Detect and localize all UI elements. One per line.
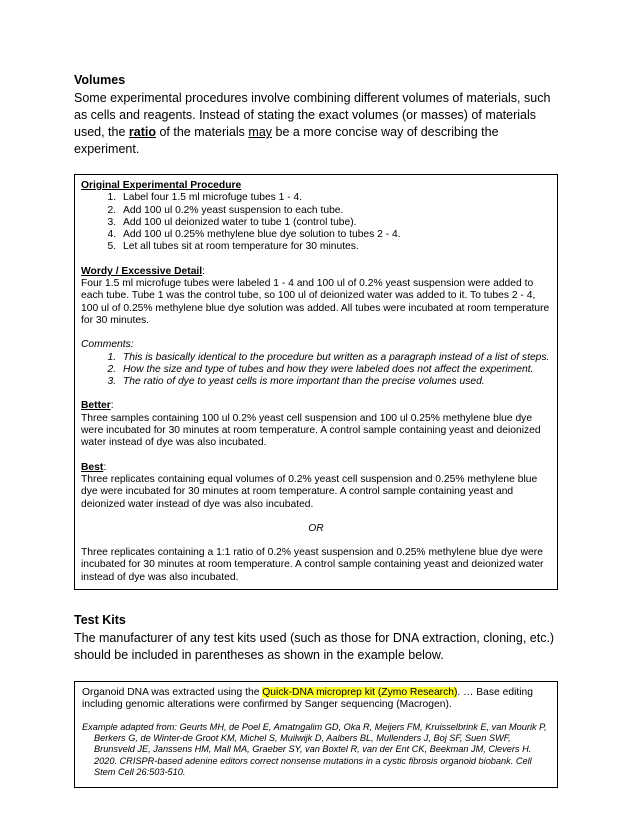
- list-item: 4. Add 100 ul 0.25% methylene blue dye solution to tubes 2 - 4.: [119, 229, 551, 241]
- volumes-intro-part-1: Some experimental procedures involve combining different volumes of materials, such as cells and reagents. Instead of stating the exact volumes (or masses) of materials used, the: [74, 91, 551, 139]
- list-item: 3. Add 100 ul deionized water to tube 1 (control tube).: [119, 217, 551, 229]
- wordy-heading-line: [81, 266, 551, 278]
- list-item: 1. Label four 1.5 ml microfuge tubes 1 - 4.: [119, 192, 551, 204]
- wordy-text: Four 1.5 ml microfuge tubes were labeled 1 - 4 and 100 ul of 0.2% yeast suspension were added to each tube. Tube 1 was the control tube, so 100 ul of deionized water was added to it. To tubes 2 - 4, 100 ul of 0.25% methylene blue dye solution was added. All tubes were incubated at room temperature for 30 minutes.: [81, 278, 550, 326]
- original-steps-list: [81, 192, 551, 253]
- best-text-1: Three replicates containing equal volumes of 0.2% yeast cell suspension and 0.25% methylene blue dye were incubated for 30 minutes at room temperature. A control sample containing yeast and deionized water instead of dye was also incubated.: [81, 473, 538, 510]
- may-word: may: [248, 125, 273, 139]
- document-page: [74, 72, 558, 788]
- highlighted-kit-name: Quick-DNA microprep kit (Zymo Research): [262, 687, 458, 699]
- list-item: 3. The ratio of dye to yeast cells is more important than the precise volumes used.: [119, 376, 551, 388]
- list-item: 1. This is basically identical to the procedure but written as a paragraph instead of a list of steps.: [119, 352, 551, 364]
- list-item: 5. Let all tubes sit at room temperature for 30 minutes.: [119, 241, 551, 253]
- comments-heading: Comments:: [81, 339, 134, 351]
- original-procedure-heading: Original Experimental Procedure: [81, 180, 242, 191]
- best-colon: :: [103, 461, 107, 473]
- better-heading-line: [81, 400, 551, 412]
- best-text-2: Three replicates containing a 1:1 ratio of 0.2% yeast suspension and 0.25% methylene blue dye were incubated for 30 minutes at room temperature. A control sample containing yeast and deionized water instead of dye was also incubated.: [81, 547, 544, 583]
- best-heading: Best: [81, 461, 104, 473]
- better-heading: Better: [81, 400, 111, 412]
- wordy-heading: Wordy / Excessive Detail: [81, 265, 203, 277]
- volumes-heading: Volumes: [74, 73, 126, 87]
- example-reference: Example adapted from: Geurts MH, de Poel E, Amatngalim GD, Oka R, Meijers FM, Kruisselbrink E, van Mourik P, Berkers G, de Winter-de Groot KM, Michel S, Muilwijk D, Aalbers BL, Mullenders J, Boj SF, Suen SWF, Brunsveld JE, Janssens HM, Mall MA, Graeber SY, van Boxtel R, van der Ent CK, Beekman JM, Clevers H. 2020. CRISPR-based adenine editors correct nonsense mutations in a cystic fibrosis organoid biobank. Cell Stem Cell 26:503-510.: [82, 721, 547, 778]
- wordy-colon: :: [202, 265, 206, 277]
- best-heading-line: [81, 462, 551, 474]
- volumes-intro-part-2: of the materials: [156, 125, 249, 139]
- ratio-word: ratio: [128, 125, 156, 139]
- example-box: [74, 681, 558, 788]
- comments-list: [81, 352, 551, 389]
- or-divider: OR: [308, 522, 324, 534]
- test-kits-intro: The manufacturer of any test kits used (such as those for DNA extraction, cloning, etc.) should be included in parentheses as shown in the example below.: [74, 631, 555, 663]
- list-item: 2. How the size and type of tubes and how they were labeled does not affect the experiment.: [119, 364, 551, 376]
- volumes-intro-part-3: be a more concise way of describing the experiment.: [74, 125, 499, 156]
- procedure-box: [74, 174, 558, 590]
- test-kits-heading: Test Kits: [74, 613, 126, 628]
- example-text: [82, 687, 550, 712]
- volumes-intro: [74, 90, 558, 158]
- better-colon: :: [110, 400, 114, 412]
- example-text-part-2: . … Base editing including genomic alterations were confirmed by Sanger sequencing (Macrogen).: [82, 687, 533, 711]
- list-item: 2. Add 100 ul 0.2% yeast suspension to each tube.: [119, 205, 551, 217]
- better-text: Three samples containing 100 ul 0.2% yeast cell suspension and 100 ul 0.25% methylene blue dye were incubated for 30 minutes at room temperature. A control sample containing yeast and deionized water instead of dye was also incubated.: [81, 412, 541, 449]
- example-text-part-1: Organoid DNA was extracted using the: [82, 687, 263, 699]
